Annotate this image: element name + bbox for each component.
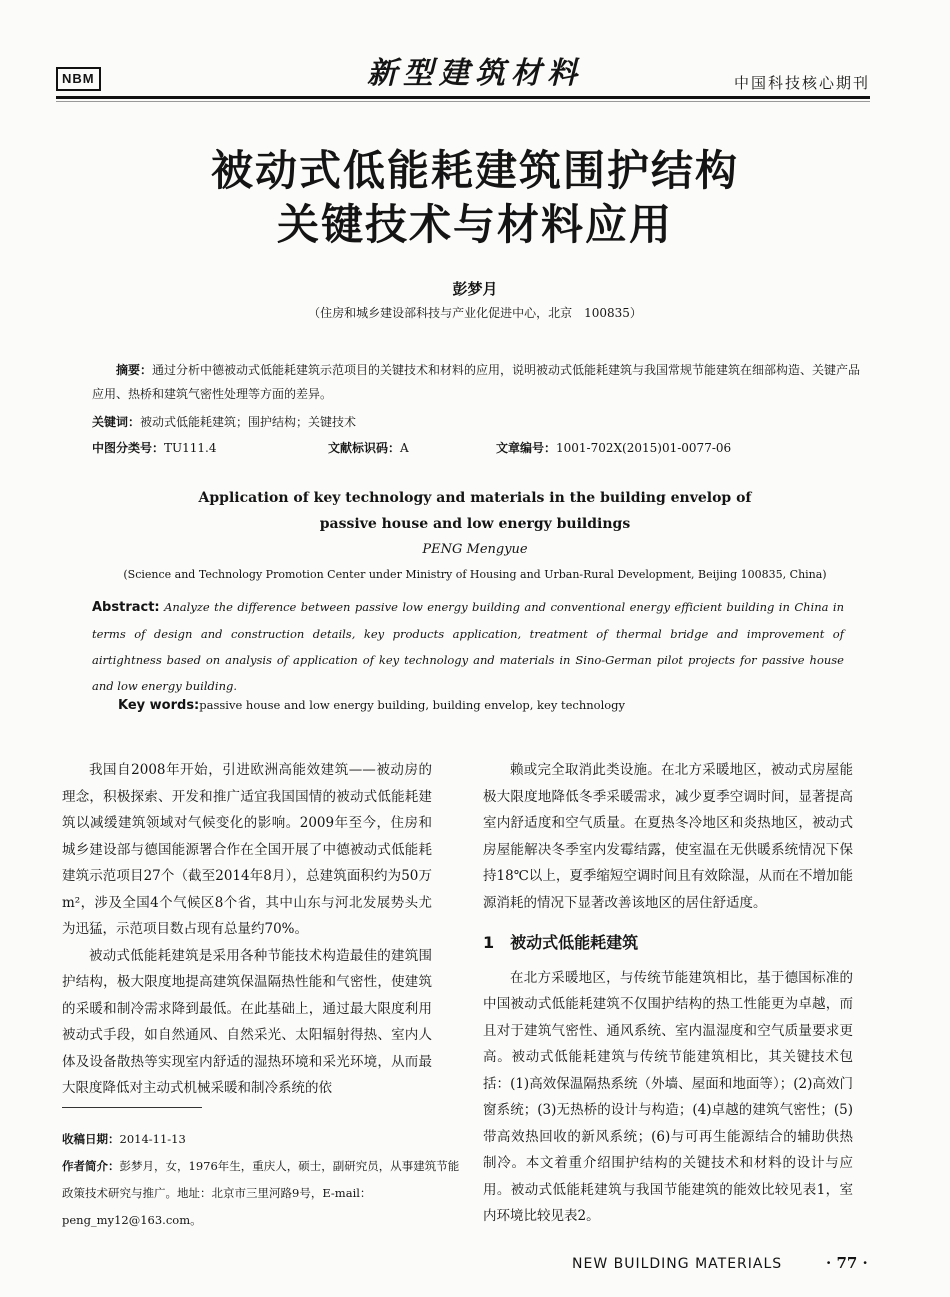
bio-label: 作者简介： <box>62 1159 120 1173</box>
article-number-value: 1001-702X(2015)01-0077-06 <box>556 441 732 455</box>
body-column-right <box>483 757 853 1230</box>
author-affiliation: （住房和城乡建设部科技与产业化促进中心，北京 100835） <box>308 306 642 320</box>
author-bio: 彭梦月，女，1976年生，重庆人，硕士，副研究员，从事建筑节能政策技术研究与推广。地址：北京市三里河路9号，E-mail：peng_my12@163.com。 <box>62 1159 460 1227</box>
clc-value: TU111.4 <box>164 441 217 455</box>
clc-label: 中图分类号： <box>92 441 165 455</box>
article-number-label: 文章编号： <box>496 441 557 455</box>
header-rule <box>56 96 870 99</box>
keywords-cn <box>92 410 862 434</box>
body-paragraph: 我国自2008年开始，引进欧洲高能效建筑——被动房的理念，积极探索、开发和推广适宜我国国情的被动式低能耗建筑以减缓建筑领域对气候变化的影响。2009年至今，住房和城乡建设部与德国能源署合作在全国开展了中德被动式低能耗建筑示范项目27个（截至2014年8月），总建筑面积约为50万m²，涉及全国4个气候区8个省，其中山东与河北发展势头尤为迅猛，示范项目数占现有总量约70%。 <box>62 762 432 937</box>
author-name: 彭梦月 <box>452 280 498 298</box>
keywords-en <box>118 698 625 713</box>
keywords-en-label: Key words: <box>118 698 200 713</box>
footnote <box>62 1126 462 1234</box>
doc-code-value: A <box>400 441 409 455</box>
body-paragraph: 在北方采暖地区，与传统节能建筑相比，基于德国标准的中国被动式低能耗建筑不仅围护结构的热工性能更为卓越，而且对于建筑气密性、通风系统、室内温湿度和空气质量要求更高。被动式低能耗建筑与传统节能建筑相比，其关键技术包括：(1)高效保温隔热系统（外墙、屋面和地面等）；(2)高效门窗系统；(3)无热桥的设计与构造；(4)卓越的建筑气密性；(5)带高效热回收的新风系统；(6)与可再生能源结合的辅助供热制冷。本文着重介绍围护结构的关键技术和材料的设计与应用。被动式低能耗建筑与我国节能建筑的能效比较见表1，室内环境比较见表2。 <box>483 969 853 1224</box>
article-title-line-2: 关键技术与材料应用 <box>276 200 673 249</box>
footer-journal-name: NEW BUILDING MATERIALS <box>572 1256 783 1272</box>
abstract-cn-label: 摘要： <box>116 363 153 377</box>
body-column-left <box>62 757 432 1102</box>
body-paragraph: 被动式低能耗建筑是采用各种节能技术构造最佳的建筑围护结构，极大限度地提高建筑保温隔热性能和气密性，使建筑的采暖和制冷需求降到最低。在此基础上，通过最大限度利用被动式手段，如自然通风、自然采光、太阳辐射得热、室内人体及设备散热等实现室内舒适的湿热环境和采光环境，从而最大限度降低对主动式机械采暖和制冷系统的依 <box>62 947 432 1096</box>
keywords-cn-label: 关键词： <box>92 415 141 429</box>
abstract-en-label: Abstract: <box>92 600 160 615</box>
abstract-en-text: Analyze the difference between passive low energy building and conventional energy efficient building in China in terms of design and construction details, key products application, treatment of thermal bridge and improvement of airtightness based on analysis of application of key technology and materials in Sino-German pilot projects for passive house and low energy building. <box>92 600 844 693</box>
english-author: PENG Mengyue <box>422 542 528 557</box>
abstract-en <box>92 594 844 699</box>
english-affiliation: (Science and Technology Promotion Center under Ministry of Housing and Urban-Rural Development, Beijing 100835, China) <box>123 568 827 581</box>
abstract-cn-text: 通过分析中德被动式低能耗建筑示范项目的关键技术和材料的应用，说明被动式低能耗建筑与我国常规节能建筑在细部构造、关键产品应用、热桥和建筑气密性处理等方面的差异。 <box>92 363 861 401</box>
body-paragraph: 赖或完全取消此类设施。在北方采暖地区，被动式房屋能极大限度地降低冬季采暖需求，减少夏季空调时间，显著提高室内舒适度和空气质量。在夏热冬冷地区和炎热地区，被动式房屋能解决冬季室内发霉结露，使室温在无供暖系统情况下保持18℃以上，夏季缩短空调时间且有效除湿，从而在不增加能源消耗的情况下显著改善该地区的居住舒适度。 <box>483 762 853 911</box>
footnote-rule <box>62 1107 202 1108</box>
core-journal-label: 中国科技核心期刊 <box>733 74 870 92</box>
received-label: 收稿日期： <box>62 1132 120 1146</box>
section-heading <box>483 930 853 957</box>
magazine-title: 新型建筑材料 <box>367 56 583 91</box>
keywords-en-text: passive house and low energy building, building envelop, key technology <box>199 698 626 712</box>
page-number: · 77 · <box>826 1254 868 1272</box>
received-date: 2014-11-13 <box>119 1132 186 1146</box>
doc-code-label: 文献标识码： <box>328 441 401 455</box>
section-title: 被动式低能耗建筑 <box>510 933 639 952</box>
english-title-line-1: Application of key technology and materials in the building envelop of <box>198 490 752 506</box>
keywords-cn-text: 被动式低能耗建筑；围护结构；关键技术 <box>140 415 357 429</box>
abstract-cn <box>92 358 862 406</box>
article-title-line-1: 被动式低能耗建筑围护结构 <box>210 146 739 195</box>
english-title-line-2: passive house and low energy buildings <box>319 516 631 532</box>
section-number: 1 <box>483 933 495 952</box>
journal-logo: NBM <box>56 67 101 91</box>
header-rule-thin <box>56 101 870 102</box>
